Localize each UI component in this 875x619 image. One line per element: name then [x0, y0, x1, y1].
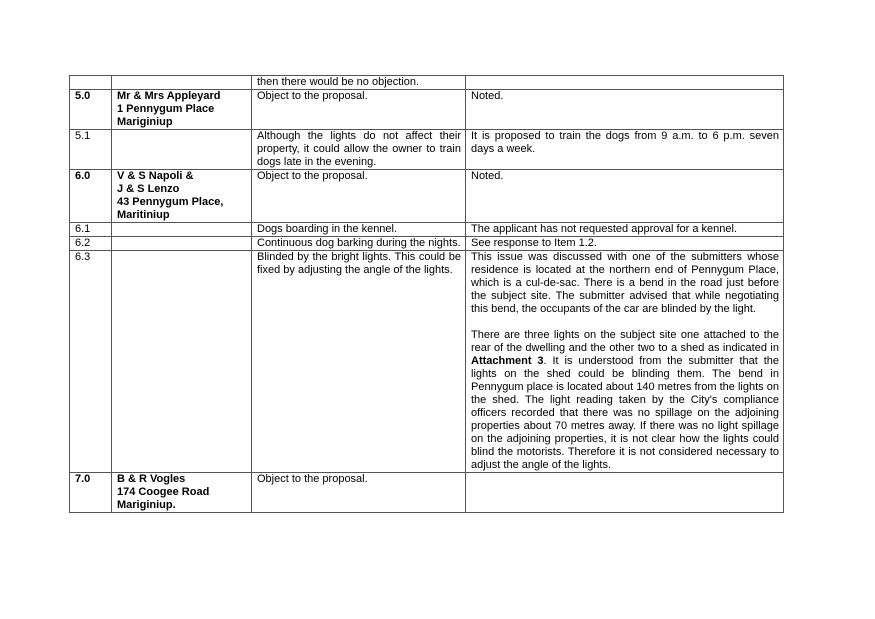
- table-row: [70, 170, 784, 223]
- attachment-reference: Attachment 3: [471, 355, 544, 367]
- table-row: [70, 237, 784, 251]
- submitter: B & R Vogles 174 Coogee Road Mariginiup.: [112, 473, 252, 513]
- issue: Blinded by the bright lights. This could be fixed by adjusting the angle of the lights.: [252, 251, 466, 473]
- response-text: There are three lights on the subject site one attached to the rear of the dwelling and the other two to a shed as indicated in: [471, 329, 779, 354]
- item-number: 5.1: [70, 130, 112, 170]
- response: [466, 251, 784, 473]
- response: Noted.: [466, 170, 784, 223]
- response-paragraph: [471, 329, 779, 472]
- response: [466, 76, 784, 90]
- submitter: Mr & Mrs Appleyard 1 Pennygum Place Mariginiup: [112, 90, 252, 130]
- item-number: 6.3: [70, 251, 112, 473]
- item-number: 6.1: [70, 223, 112, 237]
- table-row: [70, 90, 784, 130]
- submitter: [112, 130, 252, 170]
- issue: Dogs boarding in the kennel.: [252, 223, 466, 237]
- table-row: [70, 251, 784, 473]
- response: See response to Item 1.2.: [466, 237, 784, 251]
- issue: Object to the proposal.: [252, 170, 466, 223]
- item-number: 6.0: [70, 170, 112, 223]
- issue: Although the lights do not affect their property, it could allow the owner to train dogs late in the evening.: [252, 130, 466, 170]
- submitter: V & S Napoli & J & S Lenzo 43 Pennygum Place, Maritiniup: [112, 170, 252, 223]
- item-number: 6.2: [70, 237, 112, 251]
- response-text: . It is understood from the submitter that the lights on the shed could be blinding them. The bend in Pennygum place is located about 140 metres from the lights on the shed. The light reading taken by the City's compliance officers recorded that there was no spillage on the adjoining properties about 70 metres away. If there was no light spillage on the adjoining properties, it is not clear how the lights could blind the motorists. Therefore it is not considered necessary to adjust the angle of the lights.: [471, 355, 779, 471]
- response: The applicant has not requested approval for a kennel.: [466, 223, 784, 237]
- submitter: [112, 223, 252, 237]
- response: It is proposed to train the dogs from 9 a.m. to 6 p.m. seven days a week.: [466, 130, 784, 170]
- response-paragraph: This issue was discussed with one of the submitters whose residence is located at the northern end of Pennygum Place, which is a cul-de-sac. There is a bend in the road just before the subject site. The submitter advised that while negotiating this bend, the occupants of the car are blinded by the light.: [471, 251, 779, 315]
- table-row: [70, 130, 784, 170]
- issue: Object to the proposal.: [252, 90, 466, 130]
- item-number: 5.0: [70, 90, 112, 130]
- issue: then there would be no objection.: [252, 76, 466, 90]
- issue: Object to the proposal.: [252, 473, 466, 513]
- item-number: [70, 76, 112, 90]
- issue: Continuous dog barking during the nights.: [252, 237, 466, 251]
- table-row: [70, 223, 784, 237]
- submitter: [112, 76, 252, 90]
- table-row: [70, 76, 784, 90]
- submitter: [112, 251, 252, 473]
- response: [466, 473, 784, 513]
- response: Noted.: [466, 90, 784, 130]
- table-row: [70, 473, 784, 513]
- submissions-table: [69, 75, 784, 513]
- submitter: [112, 237, 252, 251]
- item-number: 7.0: [70, 473, 112, 513]
